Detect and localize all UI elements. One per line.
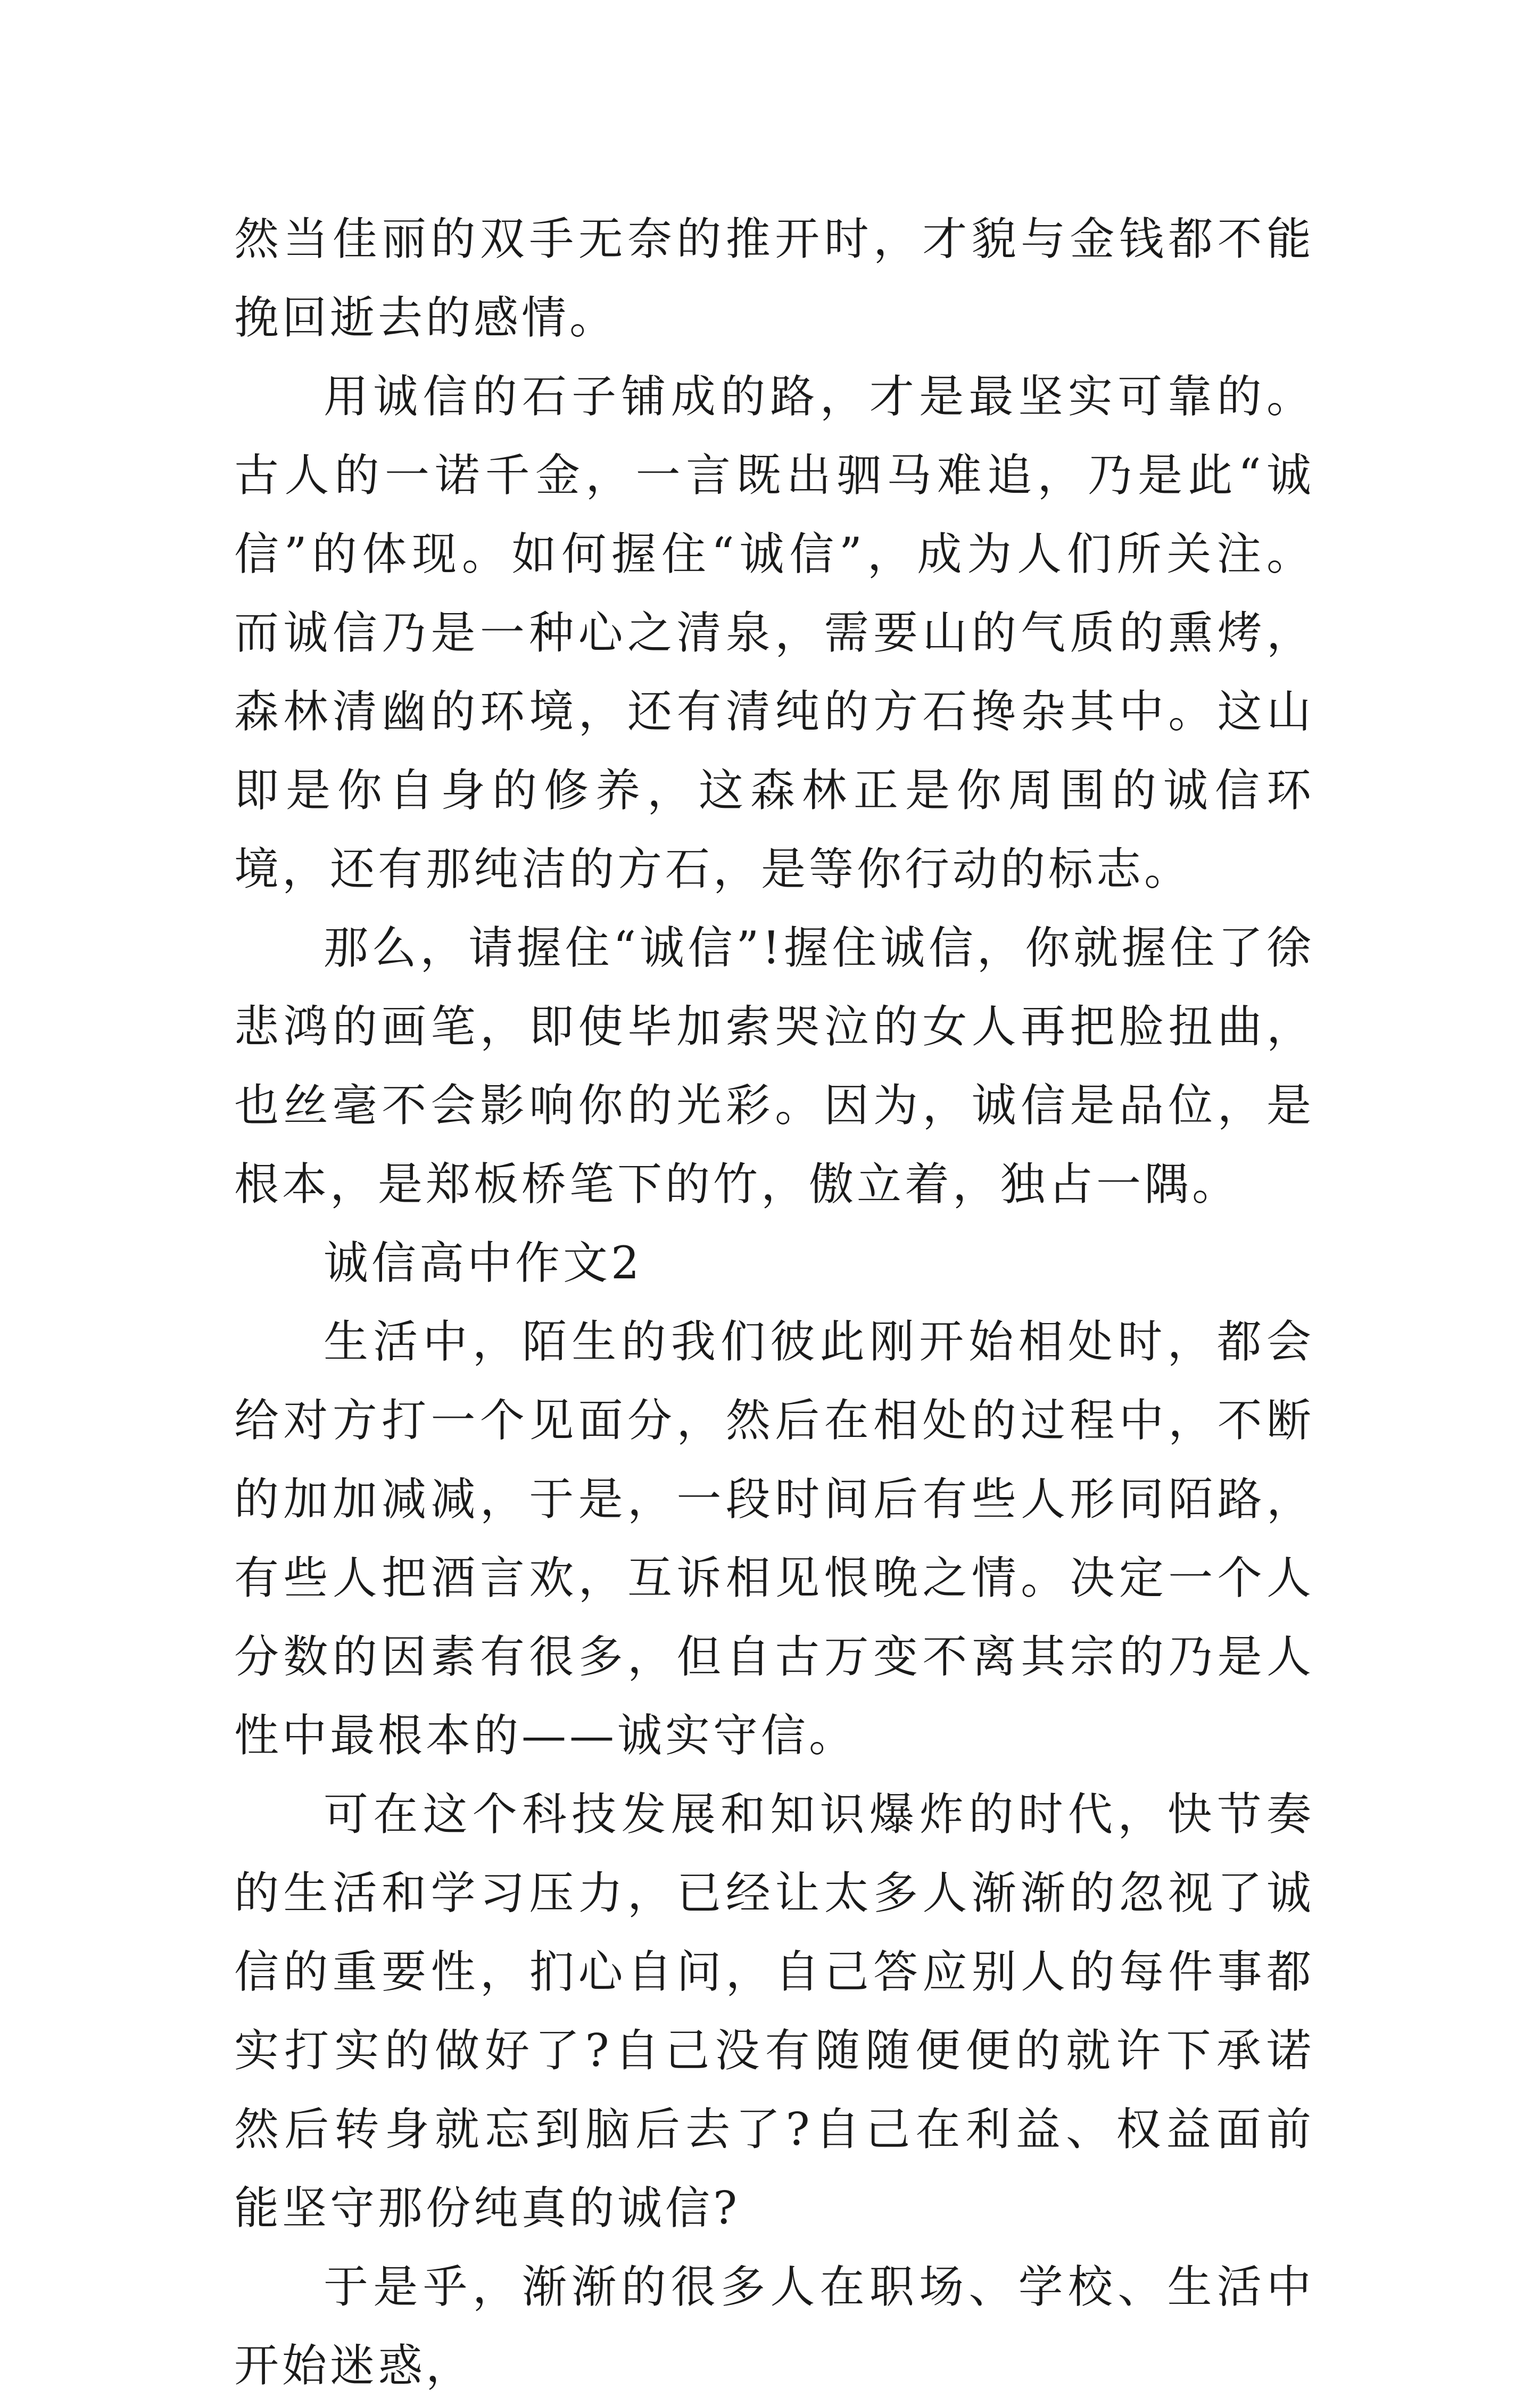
- paragraph-first-impression: 生活中，陌生的我们彼此刚开始相处时，都会给对方打一个见面分，然后在相处的过程中，不断的加加减减，于是，一段时间后有些人形同陌路，有些人把酒言欢，互诉相见恨晚之情。决定一个人分数的因素有很多，但自古万变不离其宗的乃是人性中最根本的——诚实守信。: [234, 1316, 1314, 1762]
- paragraph-continuation: 然当佳丽的双手无奈的推开时，才貌与金钱都不能挽回逝去的感情。: [234, 213, 1314, 344]
- paragraph-integrity-path: 用诚信的石子铺成的路，才是最坚实可靠的。古人的一诺千金，一言既出驷马难追，乃是此“诚信”的体现。如何握住“诚信”，成为人们所关注。而诚信乃是一种心之清泉，需要山的气质的熏烤，森林清幽的环境，还有清纯的方石搀杂其中。这山即是你自身的修养，这森林正是你周围的诚信环境，还有那纯洁的方石，是等你行动的标志。: [234, 370, 1314, 895]
- paragraph-modern-era: 可在这个科技发展和知识爆炸的时代，快节奏的生活和学习压力，已经让太多人渐渐的忽视了诚信的重要性，扪心自问，自己答应别人的每件事都实打实的做好了?自己没有随随便便的就许下承诺然后转身就忘到脑后去了?自己在利益、权益面前能坚守那份纯真的诚信?: [234, 1788, 1314, 2234]
- document-body: [234, 200, 1314, 2405]
- paragraph-confusion: 于是乎，渐渐的很多人在职场、学校、生活中开始迷惑，: [234, 2261, 1314, 2392]
- essay-heading: 诚信高中作文2: [324, 1237, 643, 1289]
- paragraph-hold-integrity: 那么，请握住“诚信”!握住诚信，你就握住了徐悲鸿的画笔，即使毕加索哭泣的女人再把脸扭曲，也丝毫不会影响你的光彩。因为，诚信是品位，是根本，是郑板桥笔下的竹，傲立着，独占一隅。: [234, 922, 1314, 1210]
